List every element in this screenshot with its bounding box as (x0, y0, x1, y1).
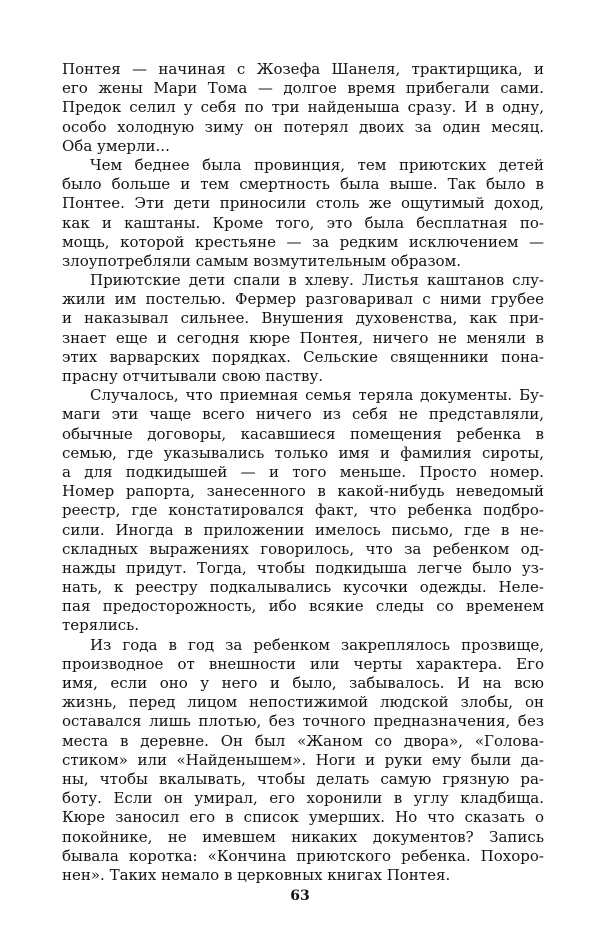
text-line: знает еще и сегодня кюре Понтея, ничего не меняли в (62, 328, 544, 347)
text-line: Предок селил у себя по три найденыша сразу. И в одну, (62, 98, 544, 117)
text-line: этих варварских порядках. Сельские священники пона- (62, 347, 544, 366)
text-line: имя, если оно у него и было, забывалось. И на всю (62, 674, 544, 692)
text-line: оставался лишь плотью, без точного предназначения, без (62, 712, 544, 731)
text-line: жизнь, перед лицом непостижимой людской злобы, он (62, 693, 544, 712)
text-line: и наказывал сильнее. Внушения духовенства, как при- (62, 309, 544, 328)
text-line: нен». Таких немало в церковных книгах Понтея. (62, 865, 451, 884)
text-line: его жены Мари Тома — долгое время прибегали сами. (62, 79, 544, 98)
text-line: Номер рапорта, занесенного в какой-нибудь неведомый (62, 482, 544, 501)
text-line: злоупотребляли самым возмутительным образом. (62, 251, 462, 270)
text-line: Приютские дети спали в хлеву. Листья каштанов слу- (90, 271, 544, 290)
paragraph (62, 156, 544, 271)
text-line: ны, чтобы вкалывать, чтобы делать самую грязную ра- (62, 769, 544, 788)
text-line: маги эти чаще всего ничего из себя не представляли, (62, 405, 544, 424)
text-line: семью, где указывались только имя и фамилия сироты, (62, 443, 544, 462)
paragraph (62, 636, 544, 885)
text-line: прасну отчитывали свою паству. (62, 367, 324, 385)
text-line: мощь, которой крестьяне — за редким исключением — (62, 232, 544, 251)
text-line: жили им постелью. Фермер разговаривал с ними грубее (62, 290, 544, 309)
text-line: Случалось, что приемная семья теряла документы. Бу- (90, 386, 544, 405)
text-line: производное от внешности или черты характера. Его (62, 654, 544, 673)
text-line: а для подкидышей — и того меньше. Просто номер. (62, 462, 544, 481)
paragraph (62, 386, 544, 635)
page-number: 63 (290, 888, 310, 904)
text-line: Из года в год за ребенком закреплялось прозвище, (90, 635, 544, 654)
paragraph (62, 271, 544, 386)
text-line: нажды придут. Тогда, чтобы подкидыша легче было уз- (62, 558, 544, 577)
text-line: Кюре заносил его в список умерших. Но что сказать о (62, 808, 544, 827)
text-line: реестр, где констатировался факт, что ребенка подбро- (62, 501, 544, 520)
text-line: стиком» или «Найденышем». Ноги и руки ему были да- (62, 750, 544, 769)
text-line: боту. Если он умирал, его хоронили в углу кладбища. (62, 789, 544, 808)
text-line: Понтее. Эти дети приносили столь же ощутимый доход, (62, 194, 544, 213)
text-line: терялись. (62, 616, 140, 635)
text-line: Понтея — начиная с Жозефа Шанеля, трактирщика, и (62, 60, 544, 78)
text-line: покойнике, не имевшем никаких документов? Запись (62, 827, 544, 846)
page-text (62, 60, 544, 885)
text-line: Чем беднее была провинция, тем приютских детей (90, 155, 544, 174)
text-line: как и каштаны. Кроме того, это была бесплатная по- (62, 213, 544, 232)
text-line: Оба умерли... (62, 136, 170, 155)
text-line: было больше и тем смертность была выше. Так было в (62, 175, 544, 194)
text-line: особо холодную зиму он потерял двоих за один месяц. (62, 117, 544, 136)
text-line: пая предосторожность, ибо всякие следы со временем (62, 597, 544, 616)
text-line: нать, к реестру подкалывались кусочки одежды. Неле- (62, 578, 544, 597)
text-line: места в деревне. Он был «Жаном со двора», «Голова- (62, 731, 544, 750)
text-line: сили. Иногда в приложении имелось письмо, где в не- (62, 520, 544, 539)
text-line: бывала коротка: «Кончина приютского ребенка. Похоро- (62, 846, 544, 865)
paragraph (62, 60, 544, 156)
text-line: обычные договоры, касавшиеся помещения ребенка в (62, 424, 544, 443)
text-line: складных выражениях говорилось, что за ребенком од- (62, 539, 544, 558)
